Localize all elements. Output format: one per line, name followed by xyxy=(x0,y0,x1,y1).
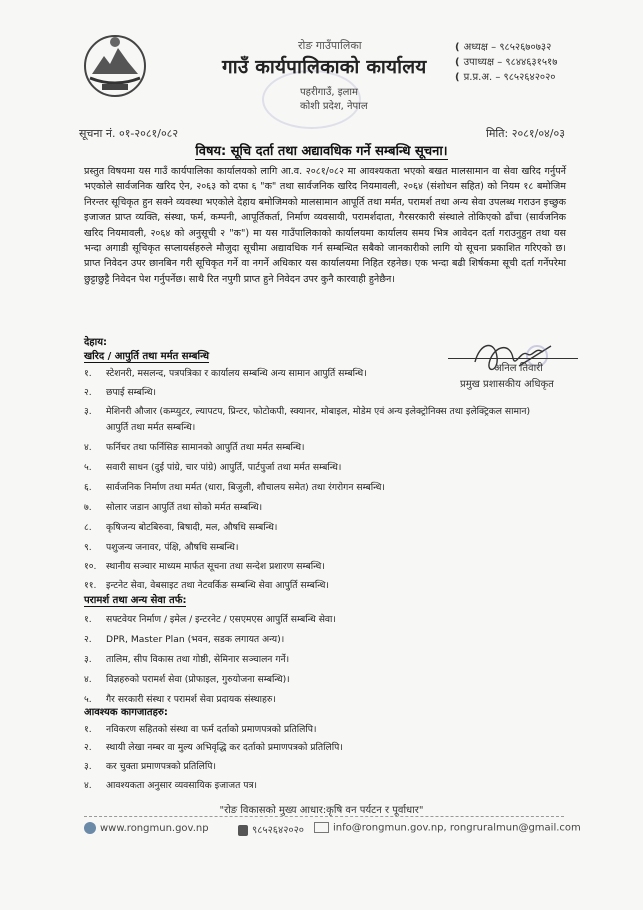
list-item: ५. गैर सरकारी संस्था र परामर्श सेवा प्रदायक संस्थाहरु। xyxy=(84,694,276,705)
list-item: ९. पशुजन्य जनावर, पंक्षि, औषधि सम्बन्धि। xyxy=(84,542,239,553)
notice-reference: सूचना नं. ०१-२०८१/०८२ xyxy=(79,127,179,140)
section-documents-title: आवश्यक कागजातहरु: xyxy=(84,707,168,718)
dehay-label: देहाय: xyxy=(84,337,108,348)
list-item: ३. कर चुक्ता प्रमाणपत्रको प्रतिलिपि। xyxy=(84,761,216,772)
list-item-continued: आपुर्ति तथा मर्मत सम्बन्धि। xyxy=(106,422,196,433)
notice-date: मिति: २०८१/०४/०३ xyxy=(486,127,565,140)
footer-phone: ९८५२६४२०२० xyxy=(238,822,304,836)
footer-website[interactable]: www.rongmun.gov.np xyxy=(84,822,209,834)
footer-divider xyxy=(84,816,564,817)
list-item: ४. आवश्यकता अनुसार व्यवसायिक इजाजत पत्र। xyxy=(84,780,258,791)
contact-chair: ( अध्यक्ष – ९८५२६७०७३२ xyxy=(455,42,552,53)
list-item: ३. मेशिनरी औजार (कम्प्युटर, ल्यापटप, प्रिन्टर, फोटोकपी, स्क्यानर, मोबाइल, मोडेम एवं अन्य इलेक्ट्रोनिक्स तथा इलेक्ट्रिकल सामान) xyxy=(84,406,531,417)
office-address-line-1: पहरीगाउँ, इलाम xyxy=(300,87,358,98)
list-item: १. सफ्टवेयर निर्माण / इमेल / इन्टरनेट / एसएमएस आपुर्ति सम्बन्धि सेवा। xyxy=(84,614,336,625)
section-procurement-title: खरिद / आपुर्ति तथा मर्मत सम्बन्धि xyxy=(84,351,209,362)
list-item: ७. सोलार जडान आपुर्ति तथा सोको मर्मत सम्बन्धि। xyxy=(84,502,263,513)
list-item: २. DPR, Master Plan (भवन, सडक लगायत अन्य)। xyxy=(84,634,285,645)
mail-icon xyxy=(314,822,329,833)
list-item: ६. सार्वजनिक निर्माण तथा मर्मत (धारा, बिजुली, शौचालय समेत) तथा रंगरोगन सम्बन्धि। xyxy=(84,482,385,493)
signatory-name: अनिल तिवारी xyxy=(494,363,543,374)
list-item: ११. इन्टनेट सेवा, वेबसाइट तथा नेटवर्किङ सम्बन्धि सेवा आपुर्ति सम्बन्धि। xyxy=(84,580,329,591)
list-item: २. छपाई सम्बन्धि। xyxy=(84,387,156,398)
contact-cao: ( प्र.प्र.अ. – ९८५२६४२०२० xyxy=(455,72,556,83)
list-item: ३. तालिम, सीप विकास तथा गोष्ठी, सेमिनार सञ्चालन गर्ने। xyxy=(84,654,290,665)
footer-email[interactable]: info@rongmun.gov.np, rongruralmun@gmail.com xyxy=(314,822,581,834)
section-consulting-title: परामर्श तथा अन्य सेवा तर्फ: xyxy=(84,595,187,606)
contact-vice-chair: ( उपाध्यक्ष – ९८४४६३१५१७ xyxy=(455,57,558,68)
nepal-emblem-icon xyxy=(80,30,150,100)
office-title: गाउँ कार्यपालिकाको कार्यालय xyxy=(222,56,427,78)
globe-icon xyxy=(84,822,96,834)
notice-subject: विषय: सूचि दर्ता तथा अद्यावधिक गर्ने सम्बन्धि सूचना। xyxy=(195,144,448,159)
phone-icon xyxy=(238,825,248,836)
office-small-title: रोङ गाउँपालिका xyxy=(298,39,362,52)
list-item: ५. सवारी साधन (दुई पांग्रे, चार पांग्रे) आपुर्ति, पार्टपुर्जा तथा मर्मत सम्बन्धि। xyxy=(84,462,342,473)
signature-line xyxy=(448,358,578,359)
slogan: "रोङ विकासको मुख्य आधार:कृषि वन पर्यटन र पूर्वाधार" xyxy=(219,805,424,816)
contact-list xyxy=(455,40,557,85)
signatory-title: प्रमुख प्रशासकीय अधिकृत xyxy=(460,379,554,390)
list-item: १०. स्थानीय सञ्चार माध्यम मार्फत सूचना तथा सन्देश प्रशारण सम्बन्धि। xyxy=(84,561,325,572)
list-item: ४. फर्निचर तथा फर्निसिङ सामानको आपुर्ति तथा मर्मत सम्बन्धि। xyxy=(84,442,305,453)
list-item: ४. विज्ञहरुको परामर्श सेवा (प्रोफाइल, गुरुयोजना सम्बन्धि)। xyxy=(84,674,290,685)
notice-body: प्रस्तुत विषयमा यस गाउँ कार्यपालिका कार्यालयको लागि आ.व. २०८१/०८२ मा आवश्यकता भएको बखत मालसामान वा सेवा खरिद गर्नुपर्ने भएकोले सार्वजनिक खरिद ऐन, २०६३ को दफा ६ "क" तथा सार्वजनिक खरिद नियमावली, २०६४ (संशोधन सहित) को नियम १८ बमोजिम निरन्तर सूचिकृत हुन सक्ने व्यवस्था भएकोले देहाय बमोजिमको मालसामान आपूर्ति तथा मर्मत, परामर्श तथा अन्य सेवा उपलब्ध गराउन इच्छुक इजाजत प्राप्त व्यक्ति, संस्था, फर्म, कम्पनी, आपूर्तिकर्ता, निर्माण व्यवसायी, परामर्शदाता, गैरसरकारी संस्थाले तोकिएको ढाँचा (सार्वजनिक खरिद नियमावली, २०६४ को अनुसूची २ "क") मा यस गाउँपालिकाको कार्यालयमा कार्यालय समय भित्र आवेदन दर्ता गराउनुहुन तथा यस भन्दा अगाडी सूचिकृत सप्लायर्सहरुले मौजुदा सूचीमा अद्यावधिक गर्न सम्बन्धित सबैको जानकारीको लागि यो सूचना प्रकाशित गरिएको छ। प्राप्त निवेदन उपर छानबिन गरी सूचिकृत गर्ने वा नगर्ने अधिकार यस कार्यालयमा निहित रहनेछ। एक भन्दा बढी शिर्षकमा सूची दर्ता गर्नेपरेमा छुट्टाछुट्टै निवेदन पेश गर्नुपर्नेछ। साथै रित नपुगी प्राप्त हुने निवेदन उपर कुनै कारवाही हुनेछैन। xyxy=(84,166,566,285)
list-item: १. स्टेशनरी, मसलन्द, पत्रपत्रिका र कार्यालय सम्बन्धि अन्य सामान आपुर्ति सम्बन्धि। xyxy=(84,368,367,379)
office-address-line-2: कोशी प्रदेश, नेपाल xyxy=(300,101,368,112)
list-item: ८. कृषिजन्य बोटबिरुवा, बिषादी, मल, औषधि सम्बन्धि। xyxy=(84,522,278,533)
list-item: १. नविकरण सहितको संस्था वा फर्म दर्ताको प्रमाणपत्रको प्रतिलिपि। xyxy=(84,724,317,735)
list-item: २. स्थायी लेखा नम्बर वा मुल्य अभिवृद्धि कर दर्ताको प्रमाणपत्रको प्रतिलिपि। xyxy=(84,742,343,753)
